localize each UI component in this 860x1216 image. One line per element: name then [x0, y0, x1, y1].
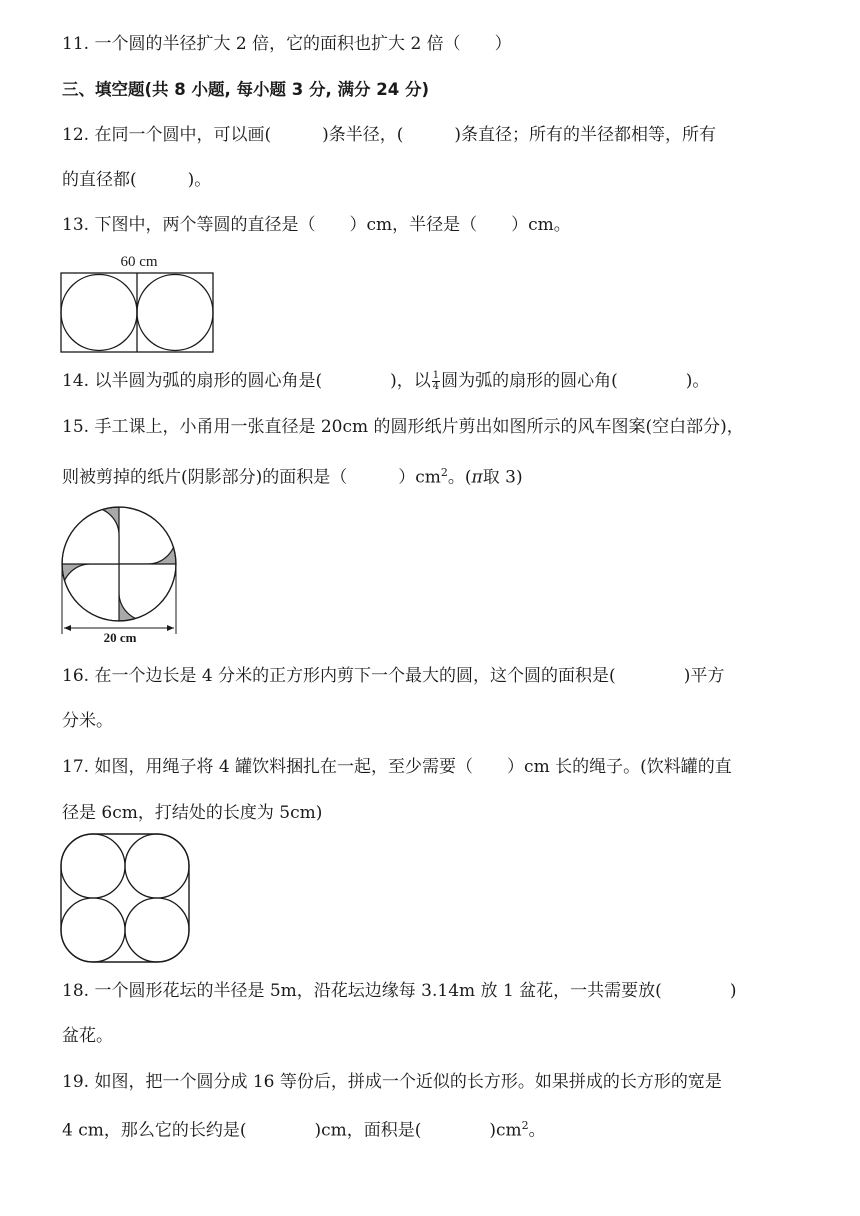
question-11: 11. 一个圆的半径扩大 2 倍，它的面积也扩大 2 倍（ ） — [62, 34, 512, 54]
question-12-line-1: 12. 在同一个圆中，可以画( )条半径，( )条直径；所有的半径都相等，所有 — [62, 125, 716, 145]
pinwheel-figure — [58, 500, 188, 648]
rope-outline — [61, 834, 189, 962]
four-cans-figure — [58, 832, 192, 964]
fraction-one-quarter: $\frac{1}{4}$ — [432, 370, 440, 392]
can-circle — [125, 834, 189, 898]
diameter-label: 20 cm — [103, 630, 137, 645]
question-15-line-1: 15. 手工课上，小甬用一张直径是 20cm 的圆形纸片剪出如图所示的风车图案(空白部分)， — [62, 417, 744, 437]
question-18-line-1: 18. 一个圆形花坛的半径是 5m，沿花坛边缘每 3.14m 放 1 盆花，一共需要放( ) — [62, 981, 737, 1001]
question-16-line-1: 16. 在一个边长是 4 分米的正方形内剪下一个最大的圆，这个圆的面积是( )平方 — [62, 666, 725, 686]
question-19-line-1: 19. 如图，把一个圆分成 16 等份后，拼成一个近似的长方形。如果拼成的长方形的宽是 — [62, 1072, 722, 1092]
question-17-line-2: 径是 6cm，打结处的长度为 5cm) — [62, 803, 323, 823]
question-17-line-1: 17. 如图，用绳子将 4 罐饮料捆扎在一起，至少需要（ ）cm 长的绳子。(饮料罐的直 — [62, 757, 732, 777]
left-circle — [61, 275, 137, 351]
question-12-line-2: 的直径都( )。 — [62, 170, 212, 190]
question-16-line-2: 分米。 — [62, 711, 113, 731]
question-15-line-2: 则被剪掉的纸片(阴影部分)的面积是（ ）$cm^2$。(π取 3) — [62, 466, 523, 488]
right-circle — [137, 275, 213, 351]
question-14 — [62, 369, 709, 393]
can-circle — [125, 898, 189, 962]
section-3-heading: 三、填空题(共 8 小题, 每小题 3 分, 满分 24 分) — [62, 80, 429, 99]
question-14-before: 14. 以半圆为弧的扇形的圆心角是( )，以 — [62, 371, 431, 391]
can-circle — [61, 898, 125, 962]
figure-width-label: 60 cm — [120, 254, 158, 270]
can-circle — [61, 834, 125, 898]
two-circles-figure — [58, 248, 218, 358]
question-13: 13. 下图中，两个等圆的直径是（ ）cm，半径是（ ）cm。 — [62, 215, 571, 235]
question-19-line-2: 4 cm，那么它的长约是( )cm，面积是( )$cm^2$。 — [62, 1119, 546, 1141]
question-18-line-2: 盆花。 — [62, 1026, 113, 1046]
question-14-after: 圆为弧的扇形的圆心角( )。 — [441, 371, 710, 391]
